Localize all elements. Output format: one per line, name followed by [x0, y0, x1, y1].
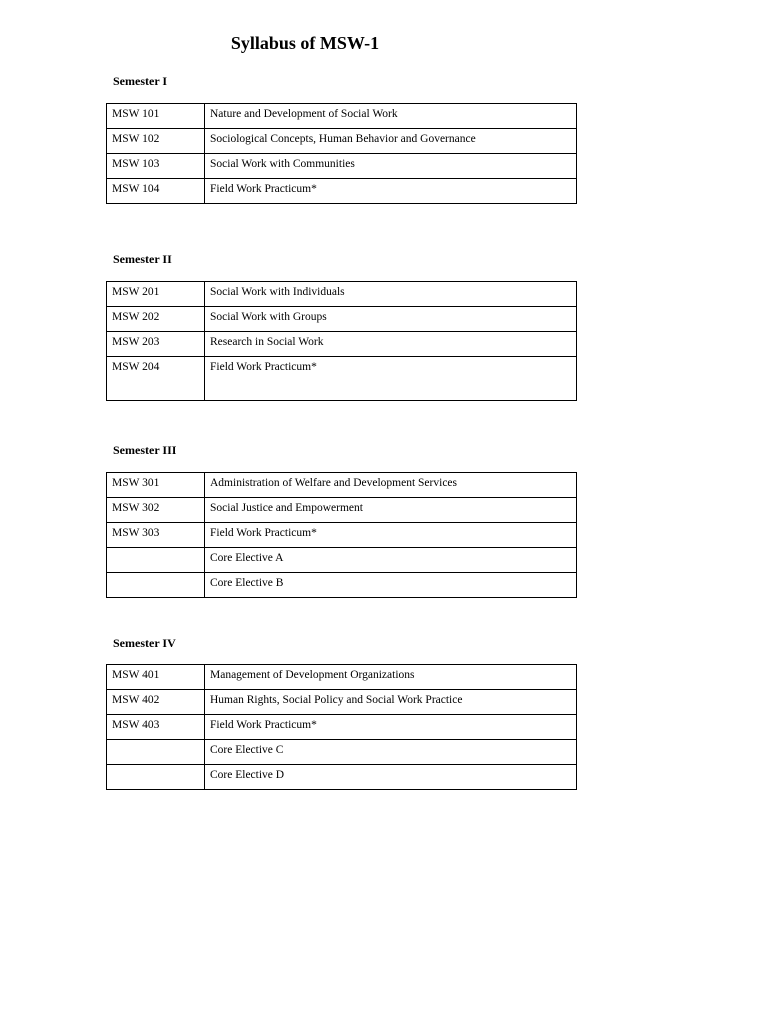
- course-name: Research in Social Work: [205, 332, 577, 357]
- course-name: Core Elective C: [205, 740, 577, 765]
- course-code: MSW 403: [107, 715, 205, 740]
- course-name: Administration of Welfare and Development Services: [205, 473, 577, 498]
- course-code: MSW 302: [107, 498, 205, 523]
- course-code: MSW 102: [107, 129, 205, 154]
- course-code: MSW 301: [107, 473, 205, 498]
- course-code: MSW 203: [107, 332, 205, 357]
- semester-3-table: [106, 472, 577, 598]
- semester-2-heading: Semester II: [113, 252, 172, 266]
- table-row: [107, 154, 577, 179]
- course-name: Field Work Practicum*: [205, 357, 577, 401]
- course-code: [107, 765, 205, 790]
- table-row: [107, 307, 577, 332]
- course-name: Field Work Practicum*: [205, 179, 577, 204]
- course-name: Social Work with Groups: [205, 307, 577, 332]
- semester-3-heading: Semester III: [113, 443, 177, 457]
- table-row: [107, 573, 577, 598]
- course-name: Human Rights, Social Policy and Social Work Practice: [205, 690, 577, 715]
- course-code: MSW 103: [107, 154, 205, 179]
- table-row: [107, 473, 577, 498]
- course-name: Nature and Development of Social Work: [205, 104, 577, 129]
- course-code: MSW 204: [107, 357, 205, 401]
- table-row: [107, 129, 577, 154]
- course-code: MSW 402: [107, 690, 205, 715]
- course-code: [107, 573, 205, 598]
- course-name: Core Elective D: [205, 765, 577, 790]
- table-row: [107, 332, 577, 357]
- course-name: Field Work Practicum*: [205, 523, 577, 548]
- table-row: [107, 357, 577, 401]
- course-name: Social Work with Communities: [205, 154, 577, 179]
- course-name: Management of Development Organizations: [205, 665, 577, 690]
- semester-4-heading: Semester IV: [113, 636, 176, 650]
- semester-1-table: [106, 103, 577, 204]
- table-row: [107, 665, 577, 690]
- course-code: MSW 303: [107, 523, 205, 548]
- table-row: [107, 523, 577, 548]
- semester-4-table: [106, 664, 577, 790]
- course-name: Social Work with Individuals: [205, 282, 577, 307]
- table-row: [107, 765, 577, 790]
- table-row: [107, 498, 577, 523]
- semester-2-table: [106, 281, 577, 401]
- table-row: [107, 740, 577, 765]
- table-row: [107, 548, 577, 573]
- course-name: Core Elective A: [205, 548, 577, 573]
- table-row: [107, 104, 577, 129]
- course-code: [107, 740, 205, 765]
- table-row: [107, 690, 577, 715]
- course-code: MSW 201: [107, 282, 205, 307]
- table-row: [107, 179, 577, 204]
- table-row: [107, 282, 577, 307]
- course-code: MSW 104: [107, 179, 205, 204]
- course-code: MSW 101: [107, 104, 205, 129]
- course-code: [107, 548, 205, 573]
- course-name: Sociological Concepts, Human Behavior and Governance: [205, 129, 577, 154]
- course-code: MSW 401: [107, 665, 205, 690]
- course-name: Social Justice and Empowerment: [205, 498, 577, 523]
- page-title: Syllabus of MSW-1: [230, 33, 380, 53]
- course-name: Core Elective B: [205, 573, 577, 598]
- semester-1-heading: Semester I: [113, 74, 168, 88]
- table-row: [107, 715, 577, 740]
- course-name: Field Work Practicum*: [205, 715, 577, 740]
- course-code: MSW 202: [107, 307, 205, 332]
